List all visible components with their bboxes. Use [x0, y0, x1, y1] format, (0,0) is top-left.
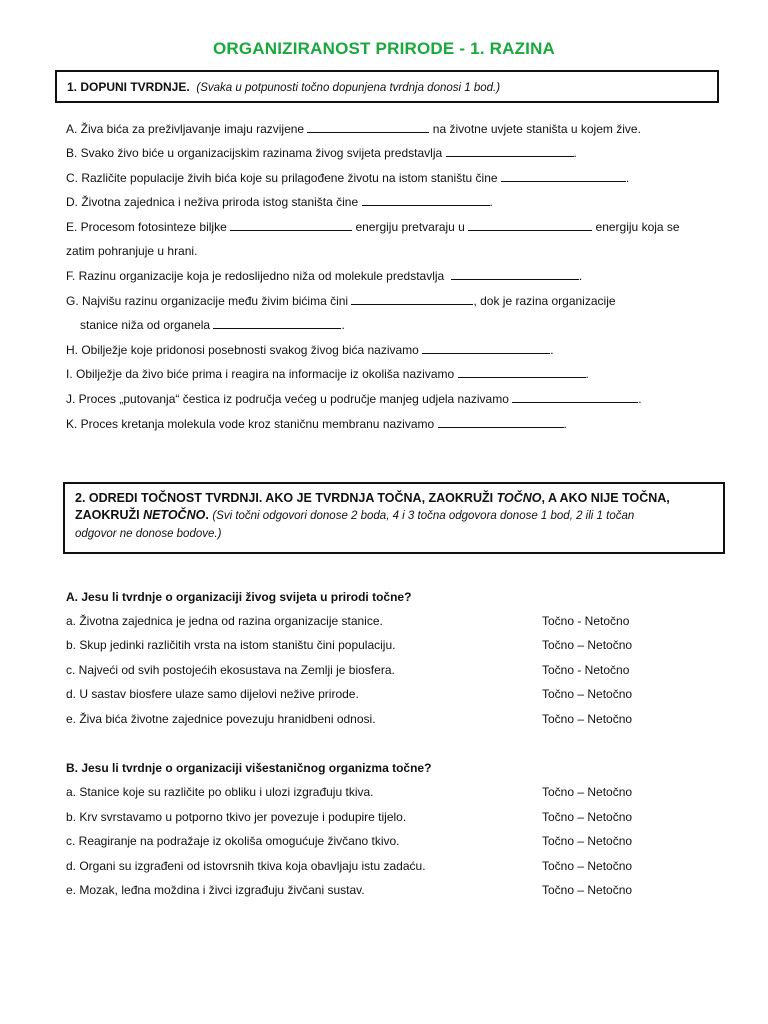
fill-item-i [66, 367, 589, 381]
fill-item-g [66, 294, 616, 308]
fill-item-text: . [489, 195, 493, 209]
fill-item-k [66, 417, 567, 431]
answer-blank[interactable] [362, 195, 490, 206]
statement-a-b: b. Skup jedinki različitih vrsta na istom staništu čini populaciju. [66, 638, 396, 652]
task1-note: (Svaka u potpunosti točno dopunjena tvrdnja donosi 1 bod.) [196, 82, 501, 94]
fill-item-text: B. Svako živo biće u organizacijskim razinama živog svijeta predstavlja [66, 146, 443, 160]
answer-choice[interactable]: Točno – Netočno [542, 810, 633, 824]
fill-item-text: energiju pretvaraju u [355, 220, 465, 234]
fill-item-text: . [625, 171, 630, 185]
fill-item-e [66, 220, 680, 234]
answer-choice[interactable]: Točno – Netočno [542, 883, 633, 897]
fill-item-c [66, 171, 629, 185]
group-b-question: B. Jesu li tvrdnje o organizaciji višestaničnog organizma točne? [66, 761, 432, 775]
fill-item-g-cont [80, 318, 345, 332]
task1-header-box [55, 70, 719, 103]
fill-item-text: E. Procesom fotosinteze biljke [66, 220, 227, 234]
answer-blank[interactable] [468, 220, 592, 231]
task2-note: (Svi točni odgovori donose 2 boda, 4 i 3 točna odgovora donose 1 bod, 2 ili 1 točan [212, 510, 635, 522]
answer-choice[interactable]: Točno – Netočno [542, 638, 633, 652]
answer-blank[interactable] [351, 294, 473, 305]
fill-item-e-cont [66, 244, 197, 258]
answer-blank[interactable] [422, 343, 550, 354]
statement-b-d: d. Organi su izgrađeni od istovrsnih tkiva koja obavljaju istu zadaću. [66, 859, 426, 873]
answer-blank[interactable] [512, 392, 638, 403]
statement-a-a: a. Životna zajednica je jedna od razina organizacije stanice. [66, 614, 383, 628]
fill-item-a [66, 122, 641, 136]
fill-item-text: J. Proces „putovanja“ čestica iz područja većeg u područje manjeg udjela nazivamo [66, 392, 509, 406]
fill-item-text: energiju koja se [595, 220, 680, 234]
statement-a-e: e. Živa bića životne zajednice povezuju hranidbeni odnosi. [66, 712, 376, 726]
fill-item-text: A. Živa bića za preživljavanje imaju razvijene [66, 122, 305, 136]
fill-item-text: . [585, 367, 589, 381]
answer-blank[interactable] [438, 417, 564, 428]
statement-b-c: c. Reagiranje na podražaje iz okoliša omogućuje živčano tkivo. [66, 834, 400, 848]
fill-item-text: zatim pohranjuje u hrani. [66, 244, 198, 258]
fill-item-text: D. Životna zajednica i neživa priroda istog staništa čine [66, 195, 359, 209]
statement-b-b: b. Krv svrstavamo u potporno tkivo jer povezuje i podupire tijelo. [66, 810, 407, 824]
task2-note-cont: odgovor ne donose bodove.) [75, 528, 222, 540]
answer-choice[interactable]: Točno - Netočno [542, 663, 630, 677]
statement-b-a: a. Stanice koje su različite po obliku i ulozi izgrađuju tkiva. [66, 785, 374, 799]
fill-item-text: I. Obilježje da živo biće prima i reagira na informacije iz okoliša nazivamo [66, 367, 455, 381]
fill-item-text: G. Najvišu razinu organizacije među živim bićima čini [66, 294, 349, 308]
fill-item-text: . [578, 269, 583, 283]
page-title: ORGANIZIRANOST PRIRODE - 1. RAZINA [212, 39, 556, 58]
task1-heading: 1. DOPUNI TVRDNJE. [67, 80, 190, 94]
fill-item-text: . [341, 318, 345, 332]
statement-a-d: d. U sastav biosfere ulaze samo dijelovi nežive prirode. [66, 687, 359, 701]
fill-item-h [66, 343, 554, 357]
task2-header-box [63, 482, 725, 554]
fill-item-text: . [550, 343, 554, 357]
fill-item-text: . [638, 392, 642, 406]
answer-choice[interactable]: Točno – Netočno [542, 687, 633, 701]
task2-heading: 2. ODREDI TOČNOST TVRDNJI. AKO JE TVRDNJA TOČNA, ZAOKRUŽI TOČNO, A AKO NIJE TOČNA, ZAOKRUŽI NETOČNO. [75, 491, 670, 522]
answer-choice[interactable]: Točno – Netočno [542, 834, 633, 848]
fill-item-text: stanice niža od organela [80, 318, 211, 332]
statement-a-c: c. Najveći od svih postojećih ekosustava na Zemlji je biosfera. [66, 663, 395, 677]
fill-item-text: , dok je razina organizacije [473, 294, 616, 308]
answer-blank[interactable] [307, 122, 429, 133]
group-a-question: A. Jesu li tvrdnje o organizaciji živog svijeta u prirodi točne? [66, 590, 412, 604]
fill-item-d [66, 195, 493, 209]
fill-item-text: H. Obilježje koje pridonosi posebnosti svakog živog bića nazivamo [66, 343, 419, 357]
fill-item-text: F. Razinu organizacije koja je redoslijedno niža od molekule predstavlja [66, 269, 445, 283]
answer-choice[interactable]: Točno – Netočno [542, 859, 633, 873]
fill-item-text: C. Različite populacije živih bića koje su prilagođene životu na istom staništu čine [66, 171, 498, 185]
fill-item-text: K. Proces kretanja molekula vode kroz staničnu membranu nazivamo [66, 417, 435, 431]
answer-blank[interactable] [451, 269, 579, 280]
fill-item-text: . [563, 417, 567, 431]
answer-blank[interactable] [230, 220, 352, 231]
fill-item-j [66, 392, 642, 406]
fill-item-f [66, 269, 582, 283]
fill-item-text: na životne uvjete staništa u kojem žive. [432, 122, 641, 136]
task2-header [75, 490, 713, 543]
fill-item-text: . [573, 146, 577, 160]
answer-blank[interactable] [213, 318, 341, 329]
answer-choice[interactable]: Točno – Netočno [542, 785, 633, 799]
answer-blank[interactable] [446, 146, 574, 157]
answer-choice[interactable]: Točno – Netočno [542, 712, 633, 726]
statement-b-e: e. Mozak, leđna moždina i živci izgrađuju živčani sustav. [66, 883, 365, 897]
answer-blank[interactable] [501, 171, 626, 182]
task1-header [67, 80, 500, 94]
fill-item-b [66, 146, 577, 160]
answer-blank[interactable] [458, 367, 586, 378]
answer-choice[interactable]: Točno - Netočno [542, 614, 630, 628]
